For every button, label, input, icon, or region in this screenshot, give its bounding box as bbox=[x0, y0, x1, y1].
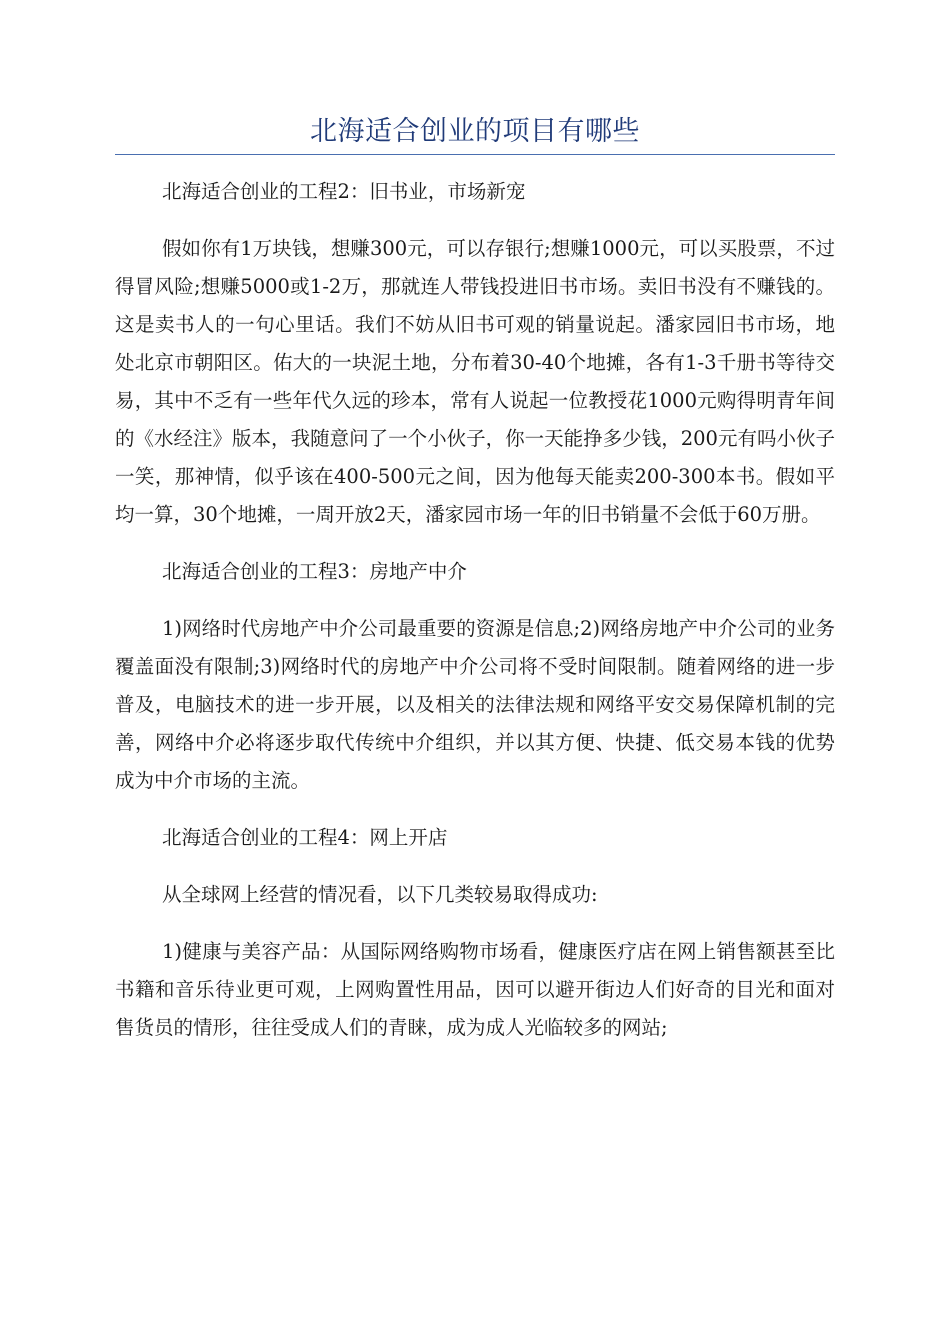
paragraph: 1)健康与美容产品：从国际网络购物市场看，健康医疗店在网上销售额甚至比书籍和音乐待业更可观，上网购置性用品，因可以避开街边人们好奇的目光和面对售货员的情形，往往受成人们的青睐，成为成人光临较多的网站; bbox=[115, 940, 835, 1039]
title-underline bbox=[115, 154, 835, 155]
section-heading: 北海适合创业的工程2：旧书业，市场新宠 bbox=[162, 180, 526, 203]
section-heading: 北海适合创业的工程3：房地产中介 bbox=[162, 560, 467, 583]
document-body bbox=[115, 173, 835, 1066]
paragraph: 假如你有1万块钱，想赚300元，可以存银行;想赚1000元，可以买股票，不过得冒风险;想赚5000或1-2万，那就连人带钱投进旧书市场。卖旧书没有不赚钱的。这是卖书人的一句心里话。我们不妨从旧书可观的销量说起。潘家园旧书市场，地处北京市朝阳区。佑大的一块泥土地，分布着30-40个地摊，各有1-3千册书等待交易，其中不乏有一些年代久远的珍本，常有人说起一位教授花1000元购得明青年间的《水经注》版本，我随意问了一个小伙子，你一天能挣多少钱，200元有吗小伙子一笑，那神情，似乎该在400-500元之间，因为他每天能卖200-300本书。假如平均一算，30个地摊，一周开放2天，潘家园市场一年的旧书销量不会低于60万册。 bbox=[115, 237, 835, 526]
document-title: 北海适合创业的项目有哪些 bbox=[310, 116, 640, 147]
section-heading: 北海适合创业的工程4：网上开店 bbox=[162, 826, 448, 849]
paragraph: 从全球网上经营的情况看，以下几类较易取得成功: bbox=[162, 883, 598, 906]
paragraph: 1)网络时代房地产中介公司最重要的资源是信息;2)网络房地产中介公司的业务覆盖面没有限制;3)网络时代的房地产中介公司将不受时间限制。随着网络的进一步普及，电脑技术的进一步开展，以及相关的法律法规和网络平安交易保障机制的完善，网络中介必将逐步取代传统中介组织，并以其方便、快捷、低交易本钱的优势成为中介市场的主流。 bbox=[115, 617, 835, 792]
